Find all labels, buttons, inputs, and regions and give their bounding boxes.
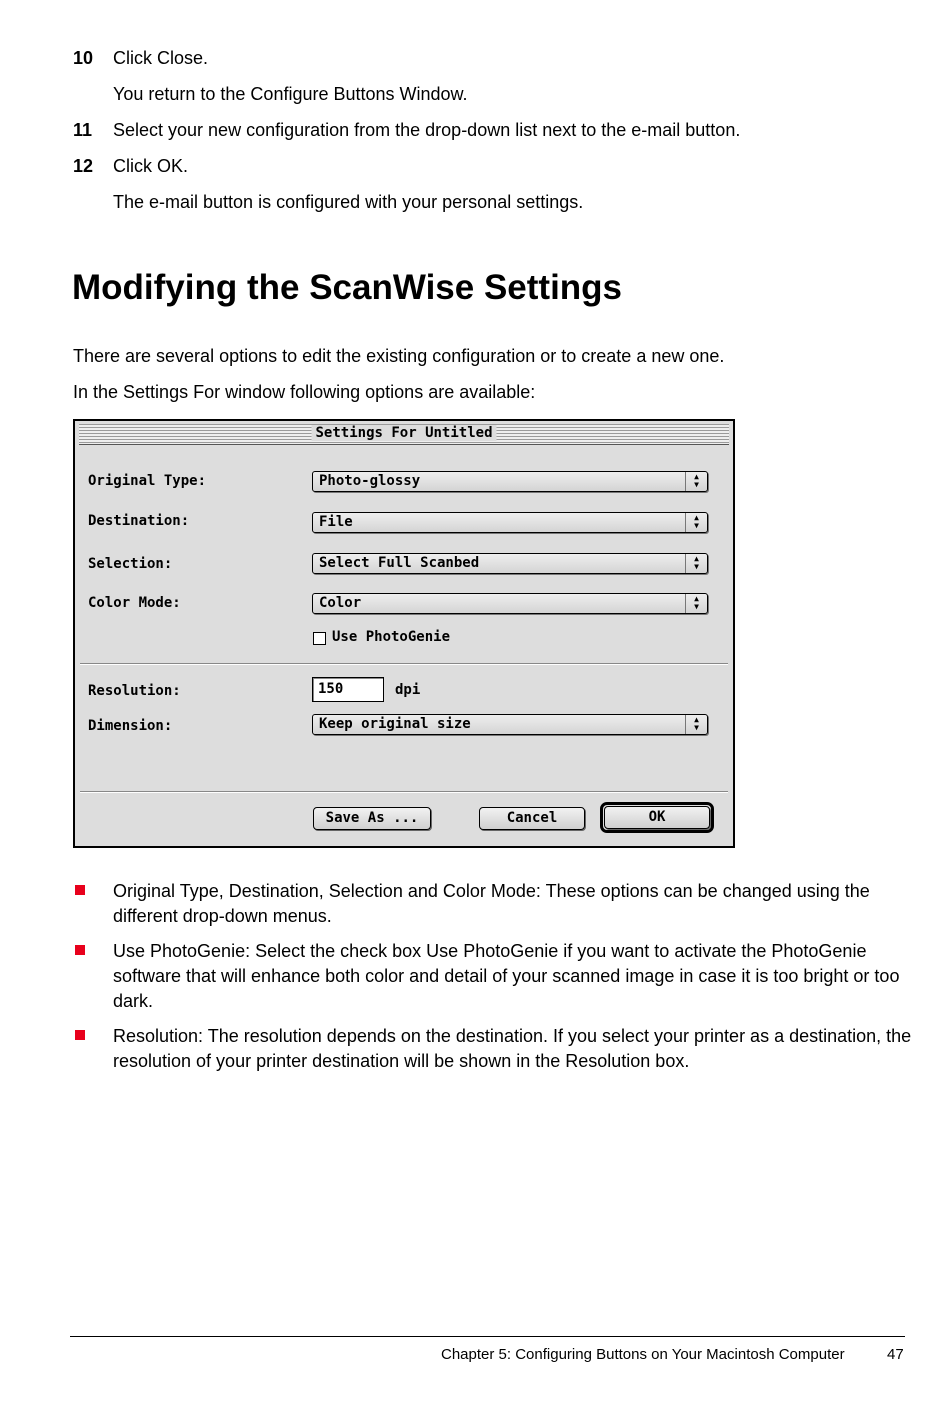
cancel-button[interactable]: Cancel bbox=[479, 807, 585, 830]
step-text: Select your new configuration from the drop-down list next to the e-mail button. bbox=[113, 120, 741, 140]
step-number: 11 bbox=[73, 120, 93, 140]
resolution-unit: dpi bbox=[395, 682, 421, 698]
bullet-text: Resolution: The resolution depends on the destination. If you select your printer as a destination, the resolution of your printer destination will be shown in the Resolution box. bbox=[113, 1026, 912, 1071]
step-result: You return to the Configure Buttons Window. bbox=[113, 84, 468, 104]
paragraph: There are several options to edit the existing configuration or to create a new one. bbox=[73, 346, 725, 366]
dimension-dropdown[interactable] bbox=[312, 714, 708, 735]
step-text: Click OK. bbox=[113, 156, 189, 176]
use-photogenie-checkbox[interactable] bbox=[313, 632, 326, 645]
paragraph: In the Settings For window following options are available: bbox=[73, 382, 536, 402]
footer-rule bbox=[70, 1336, 905, 1337]
destination-dropdown[interactable] bbox=[312, 512, 708, 533]
bullet-text: Original Type, Destination, Selection and Color Mode: These options can be changed using the different drop-down menus. bbox=[113, 881, 870, 926]
updown-arrows-icon: ▲ ▼ bbox=[685, 513, 707, 532]
step-text: Click Close. bbox=[113, 48, 209, 68]
resolution-value: 150 bbox=[318, 681, 344, 697]
dimension-label: Dimension: bbox=[88, 718, 173, 734]
step-number: 12 bbox=[73, 156, 94, 176]
original-type-label: Original Type: bbox=[88, 473, 207, 489]
dimension-value: Keep original size bbox=[319, 716, 471, 732]
bullet-icon bbox=[75, 1030, 85, 1040]
bullet-icon bbox=[75, 885, 85, 895]
step-result: The e-mail button is configured with your personal settings. bbox=[113, 192, 584, 212]
divider bbox=[80, 663, 728, 665]
updown-arrows-icon: ▲ ▼ bbox=[685, 594, 707, 613]
footer-chapter: Chapter 5: Configuring Buttons on Your Macintosh Computer bbox=[441, 1346, 845, 1363]
resolution-input[interactable] bbox=[312, 677, 384, 702]
color-mode-value: Color bbox=[319, 595, 362, 611]
destination-value: File bbox=[319, 514, 353, 530]
bullet-text: Use PhotoGenie: Select the check box Use PhotoGenie if you want to activate the PhotoGenie software that will enhance both color and detail of your scanned image in case it is too bright or too dark. bbox=[113, 941, 900, 1011]
color-mode-label: Color Mode: bbox=[88, 595, 181, 611]
resolution-label: Resolution: bbox=[88, 683, 181, 699]
dialog-title: Settings For Untitled bbox=[311, 425, 496, 441]
original-type-dropdown[interactable] bbox=[312, 471, 708, 492]
updown-arrows-icon: ▲ ▼ bbox=[685, 554, 707, 573]
settings-dialog bbox=[73, 419, 735, 848]
ok-button[interactable]: OK bbox=[604, 806, 710, 829]
page-number: 47 bbox=[887, 1346, 904, 1363]
divider bbox=[80, 791, 728, 793]
original-type-value: Photo-glossy bbox=[319, 473, 421, 489]
use-photogenie-label[interactable]: Use PhotoGenie bbox=[332, 629, 451, 645]
step-number: 10 bbox=[73, 48, 94, 68]
color-mode-dropdown[interactable] bbox=[312, 593, 708, 614]
updown-arrows-icon: ▲ ▼ bbox=[685, 715, 707, 734]
dialog-titlebar[interactable] bbox=[79, 424, 729, 445]
destination-label: Destination: bbox=[88, 513, 190, 529]
save-as-button[interactable]: Save As ... bbox=[313, 807, 431, 830]
section-heading: Modifying the ScanWise Settings bbox=[72, 268, 623, 307]
selection-dropdown[interactable] bbox=[312, 553, 708, 574]
selection-label: Selection: bbox=[88, 556, 173, 572]
updown-arrows-icon: ▲ ▼ bbox=[685, 472, 707, 491]
bullet-icon bbox=[75, 945, 85, 955]
selection-value: Select Full Scanbed bbox=[319, 555, 480, 571]
